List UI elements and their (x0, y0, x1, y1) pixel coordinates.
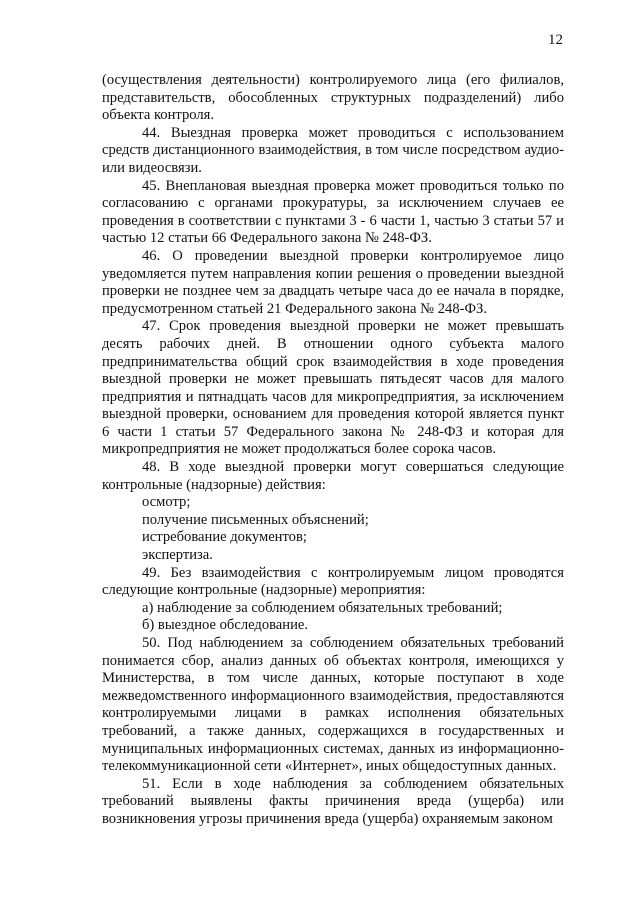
list-item: осмотр; (142, 494, 191, 511)
paragraph-45: 45. Внеплановая выездная проверка может проводиться только по согласованию с органами прокуратуры, за исключением случаев ее проведения в соответствии с пунктами 3 - 6 части 1, частью 3 статьи 57 и частью 12 статьи 66 Федерального закона № 248-ФЗ. (102, 177, 564, 247)
page-number: 12 (548, 32, 563, 48)
document-body (102, 72, 564, 829)
list-item: получение письменных объяснений; (142, 511, 369, 528)
list-item: б) выездное обследование. (142, 617, 309, 634)
paragraph-47: 47. Срок проведения выездной проверки не может превышать десять рабочих дней. В отношении одного субъекта малого предпринимательства общий срок взаимодействия в ходе проведения выездной проверки не может превышать пятьдесят часов для малого предприятия и пятнадцать часов для микропредприятия, за исключением выездной проверки, основанием для проведения которой является пункт 6 части 1 статьи 57 Федерального закона № 248-ФЗ и которая для микропредприятия не может продолжаться более сорока часов. (102, 318, 564, 458)
paragraph-48: 48. В ходе выездной проверки могут совершаться следующие контрольные (надзорные) действия: (102, 459, 564, 493)
list-item: истребование документов; (142, 529, 307, 546)
paragraph-50: 50. Под наблюдением за соблюдением обязательных требований понимается сбор, анализ данных об объектах контроля, имеющихся у Министерства, в том числе данных, которые поступают в ходе межведомственного информационного взаимодействия, предоставляются контролируемыми лицами в рамках исполнения обязательных требований, а также данных, содержащихся в государственных и муниципальных информационных системах, данных из информационно-телекоммуникационной сети «Интернет», иных общедоступных данных. (102, 635, 564, 775)
paragraph-44: 44. Выездная проверка может проводиться с использованием средств дистанционного взаимодействия, в том числе посредством аудио- или видеосвязи. (102, 124, 564, 176)
paragraph: (осуществления деятельности) контролируемого лица (его филиалов, представительств, обособленных структурных подразделений) либо объекта контроля. (102, 72, 564, 124)
paragraph-51: 51. Если в ходе наблюдения за соблюдением обязательных требований выявлены факты причинения вреда (ущерба) или возникновения угрозы причинения вреда (ущерба) охраняемым законом (102, 775, 564, 827)
list-item: а) наблюдение за соблюдением обязательных требований; (142, 599, 503, 616)
list-item: экспертиза. (142, 547, 213, 564)
paragraph-49: 49. Без взаимодействия с контролируемым лицом проводятся следующие контрольные (надзорные) мероприятия: (102, 564, 564, 599)
paragraph-46: 46. О проведении выездной проверки контролируемое лицо уведомляется путем направления копии решения о проведении выездной проверки не позднее чем за двадцать четыре часа до ее начала в порядке, предусмотренном статьей 21 Федерального закона № 248-ФЗ. (102, 247, 564, 317)
